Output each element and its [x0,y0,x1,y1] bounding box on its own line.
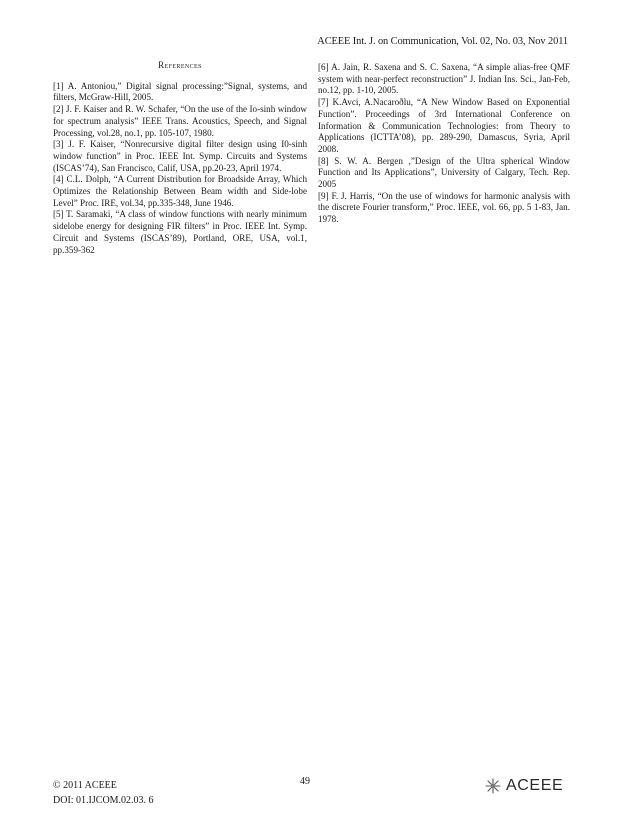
reference-item: [2] J. F. Kaiser and R. W. Schafer, “On the use of the Io-sinh window for spectrum analysis” IEEE Trans. Acoustics, Speech, and Signal Processing, vol.28, no.1, pp. 105-107, 1980. [53,104,307,138]
doi-text: DOI: 01.IJCOM.02.03. 6 [53,795,154,806]
reference-item: [1] A. Antoniou,” Digital signal processing:”Signal, systems, and filters, McGraw-Hill, 2005. [53,80,307,103]
reference-item: [6] A. Jain, R. Saxena and S. C. Saxena, “A simple alias-free QMF system with near-perfect reconstruction” J. Indian Ins. Sci., Jan-Feb, no.12, pp. 1-10, 2005. [318,62,570,96]
publisher-name: ACEEE [506,777,564,794]
copyright-notice: © 2011 ACEEE [53,780,117,791]
reference-item: [7] K.Avci, A.Nacaroðlu, “A New Window Based on Exponential Function”. Proceedings of 3rd International Conference on Information & Communication Technologies: from Theory to Applications (ICTTA’08), pp. 289-290, Damascus, Syria, April 2008. [318,97,570,154]
publisher-logo [483,776,563,796]
reference-item: [5] T. Saramaki, “A class of window functions with nearly minimum sidelobe energy for designing FIR filters” in Proc. IEEE Int. Symp. Circuit and Systems (ISCAS’89), Portland, ORE, USA, vol.1, pp.359-362 [53,209,307,255]
references-left-column [53,60,307,256]
references-right-column [318,62,570,226]
footer-info [53,778,154,808]
references-heading: References [158,60,202,70]
reference-item: [9] F. J. Harris, “On the use of windows for harmonic analysis with the discrete Fourier transform,” Proc. IEEE, vol. 66, pp. 5 1-83, Jan. 1978. [318,190,570,225]
aceee-logo-icon [483,776,503,796]
reference-item: [4] C.L. Dolph, “A Current Distribution for Broadside Array, Which Optimizes the Relationship Between Beam width and Side-lobe Level” Proc. IRE, vol.34, pp.335-348, June 1946. [53,174,307,208]
running-header: ACEEE Int. J. on Communication, Vol. 02, No. 03, Nov 2011 [317,36,568,47]
page-number: 49 [300,776,310,787]
reference-item: [3] J. F. Kaiser, “Nonrecursive digital filter design using I0-sinh window function” in Proc. IEEE Int. Symp. Circuits and Systems (ISCAS’74), San Francisco, Calif, USA, pp.20-23, April 1974. [53,139,307,173]
reference-item: [8] S. W. A. Bergen ,”Design of the Ultra spherical Window Function and Its Applications”, University of Calgary, Tech. Rep. 2005 [318,155,570,190]
